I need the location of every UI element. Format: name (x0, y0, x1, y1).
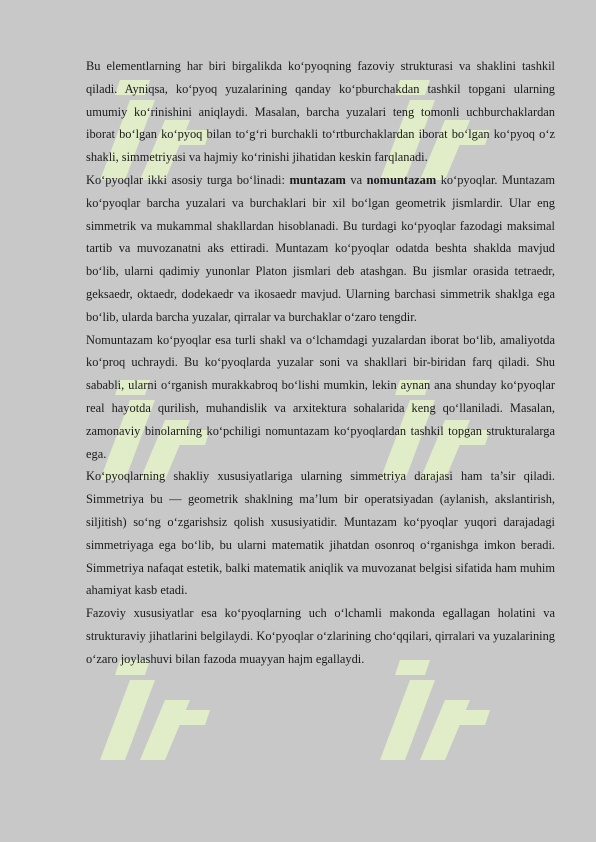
term-muntazam: muntazam (289, 172, 346, 187)
paragraph-3: Nomuntazam ko‘pyoqlar esa turli shakl va o‘lchamdagi yuzalardan iborat bo‘lib, amaliyotda ko‘proq uchraydi. Bu ko‘pyoqlarda yuzalar soni va shakllari bir-biridan farq qiladi. Shu sababli, ularni o‘rganish murakkabroq bo‘lishi mumkin, lekin aynan ana shunday ko‘pyoqlar real hayotda qurilish, muhandislik va arxitektura sohalarida keng qo‘llaniladi. Masalan, zamonaviy binolarning ko‘pchiligi nomuntazam ko‘pyoqlardan tashkil topgan strukturalarga ega. (86, 332, 555, 461)
paragraph-5: Fazoviy xususiyatlar esa ko‘pyoqlarning uch o‘lchamli makonda egallagan holatini va strukturaviy jihatlarini belgilaydi. Ko‘pyoqlar o‘zlarining cho‘qqilari, qirralari va yuzalarining o‘zaro joylashuvi bilan fazoda muayyan hajm egallaydi. (86, 606, 555, 666)
paragraph-4: Ko‘pyoqlarning shakliy xususiyatlariga ularning simmetriya darajasi ham ta’sir qiladi. Simmetriya bu — geometrik shaklning ma’lum bir operatsiyadan (aylanish, akslantirish, siljitish) so‘ng o‘zgarishsiz qolish xususiyatidir. Muntazam ko‘pyoqlar yuqori darajadagi simmetriyaga ega bo‘lib, bu ularni matematik jihatdan osonroq o‘rganishga imkon beradi. Simmetriya nafaqat estetik, balki matematik aniqlik va muvozanat belgisi sifatida ham muhim ahamiyat kasb etadi. (86, 469, 555, 598)
term-nomuntazam: nomuntazam (366, 172, 437, 187)
paragraph-2 (86, 169, 555, 329)
document-body (86, 55, 555, 671)
paragraph-2-text-middle: va (345, 172, 367, 187)
paragraph-2-text-after: ko‘pyoqlar. Muntazam ko‘pyoqlar barcha yuzalari va burchaklari bir xil bo‘lgan geometrik jismlardir. Ular eng simmetrik va mukammal shakllardan hisoblanadi. Bu turdagi ko‘pyoqlar fazodagi maksimal tartib va muvozanatni aks ettiradi. Muntazam ko‘pyoqlar odatda beshta shaklda mavjud bo‘lib, ularni qadimiy yunonlar Platon jismlari deb atashgan. Bu jismlar orasida tetraedr, geksaedr, oktaedr, dodekaedr va ikosaedr mavjud. Ularning barchasi simmetrik shaklga ega bo‘lib, ularda barcha yuzalar, qirralar va burchaklar o‘zaro tengdir. (86, 172, 556, 324)
paragraph-1: Bu elementlarning har biri birgalikda ko‘pyoqning fazoviy strukturasi va shaklini tashkil qiladi. Ayniqsa, ko‘pyoq yuzalarining qanday ko‘pburchakdan tashkil topgani ularning umumiy ko‘rinishini aniqlaydi. Masalan, barcha yuzalari teng tomonli uchburchaklardan iborat bo‘lgan ko‘pyoq bilan to‘g‘ri burchakli to‘rtburchaklardan iborat bo‘lgan ko‘pyoq o‘z shakli, simmetriyasi va hajmiy ko‘rinishi jihatidan keskin farqlanadi. (86, 59, 555, 165)
paragraph-2-text-before: Ko‘pyoqlar ikki asosiy turga bo‘linadi: (86, 172, 290, 187)
